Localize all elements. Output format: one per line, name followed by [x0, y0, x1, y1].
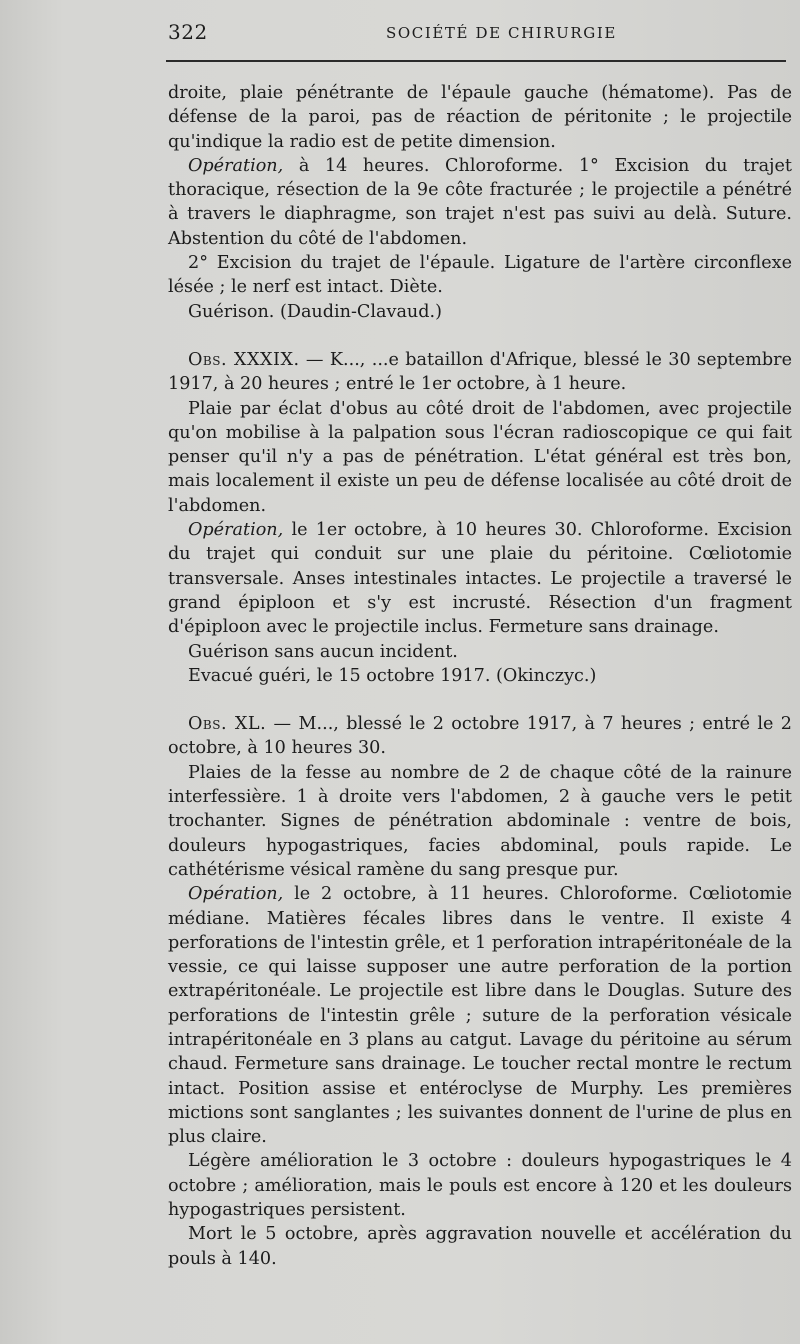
paragraph: Légère amélioration le 3 octobre : douleurs hypogastriques le 4 octobre ; amélioration, mais le pouls est encore à 120 et les douleurs hypogastriques persistent.	[168, 1151, 792, 1221]
section-gap	[168, 324, 792, 348]
paragraph: droite, plaie pénétrante de l'épaule gauche (hématome). Pas de défense de la paroi, pas de réaction de péritonite ; le projectile qu'indique la radio est de petite dimension.	[168, 83, 792, 152]
page-header	[168, 20, 788, 46]
body-text	[168, 81, 792, 1271]
paragraph: 2° Excision du trajet de l'épaule. Ligature de l'artère circonflexe lésée ; le nerf est intact. Diète.	[168, 253, 792, 298]
paragraph: Plaies de la fesse au nombre de 2 de chaque côté de la rainure interfessière. 1 à droite vers l'abdomen, 2 à gauche vers le petit trochanter. Signes de pénétration abdominale : ventre de bois, douleurs hypogastriques, facies abdominal, pouls rapide. Le cathétérisme vésical ramène du sang presque pur.	[168, 762, 792, 880]
paragraph: Opération, à 14 heures. Chloroforme. 1° Excision du trajet thoracique, résection de la 9e côte fracturée ; le projectile a pénétré à travers le diaphragme, son trajet n'est pas suivi au delà. Suture. Abstention du côté de l'abdomen.	[168, 155, 792, 249]
section-gap	[168, 688, 792, 712]
paragraph: Guérison. (Daudin-Clavaud.)	[188, 301, 442, 322]
paragraph: Mort le 5 octobre, après aggravation nouvelle et accélération du pouls à 140.	[168, 1224, 792, 1269]
observation-heading: Obs. XL. — M..., blessé le 2 octobre 1917, à 7 heures ; entré le 2 octobre, à 10 heures 30.	[168, 714, 792, 759]
running-head: SOCIÉTÉ DE CHIRURGIE	[386, 24, 617, 42]
paragraph: Evacué guéri, le 15 octobre 1917. (Okinczyc.)	[188, 665, 597, 686]
paragraph: Opération, le 2 octobre, à 11 heures. Chloroforme. Cœliotomie médiane. Matières fécales libres dans le ventre. Il existe 4 perforations de l'intestin grêle, et 1 perforation intrapéritonéale de la vessie, ce qui laisse supposer une autre perforation de la portion extrapéritonéale. Le projectile est libre dans le Douglas. Suture des perforations de l'intestin grêle ; suture de la perforation vésicale intrapéritonéale en 3 plans au catgut. Lavage du péritoine au sérum chaud. Fermeture sans drainage. Le toucher rectal montre le rectum intact. Position assise et entéroclyse de Murphy. Les premières mictions sont sanglantes ; les suivantes donnent de l'urine de plus en plus claire.	[168, 884, 792, 1148]
paragraph: Opération, le 1er octobre, à 10 heures 30. Chloroforme. Excision du trajet qui conduit sur une plaie du péritoine. Cœliotomie transversale. Anses intestinales intactes. Le projectile a traversé le grand épiploon et s'y est incrusté. Résection d'un fragment d'épiploon avec le projectile inclus. Fermeture sans drainage.	[168, 520, 792, 638]
page-number: 322	[168, 20, 208, 44]
observation-heading: Obs. XXXIX. — K..., ...e bataillon d'Afrique, blessé le 30 septembre 1917, à 20 heures ; entré le 1er octobre, à 1 heure.	[168, 349, 792, 395]
header-rule	[166, 60, 786, 62]
paragraph: Plaie par éclat d'obus au côté droit de l'abdomen, avec projectile qu'on mobilise à la palpation sous l'écran radioscopique ce qui fait penser qu'il n'y a pas de pénétration. L'état général est très bon, mais localement il existe un peu de défense localisée au côté droit de l'abdomen.	[168, 398, 792, 516]
paragraph: Guérison sans aucun incident.	[188, 641, 458, 662]
